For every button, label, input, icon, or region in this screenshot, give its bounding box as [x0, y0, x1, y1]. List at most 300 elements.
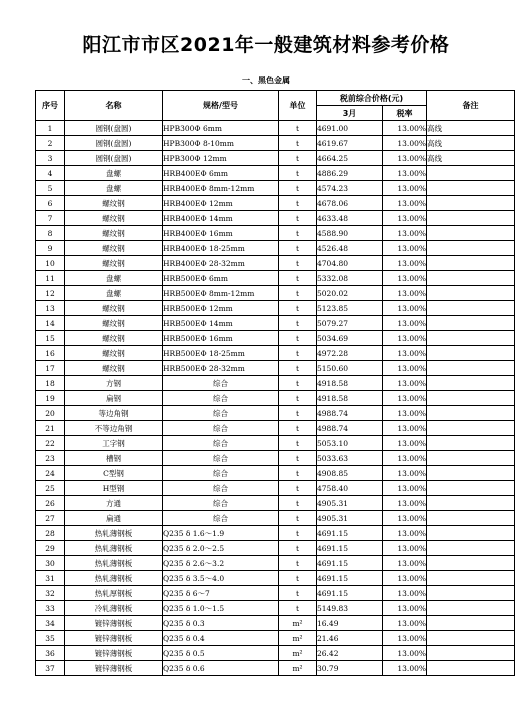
row-price: 4972.28	[317, 346, 383, 361]
row-number: 36	[36, 646, 65, 661]
row-unit: t	[279, 301, 317, 316]
row-tax-rate: 13.00%	[383, 586, 427, 601]
table-row	[36, 376, 515, 391]
row-number: 37	[36, 661, 65, 676]
row-tax-rate: 13.00%	[383, 526, 427, 541]
row-note	[427, 361, 515, 376]
row-note	[427, 586, 515, 601]
row-name: 螺纹钢	[65, 241, 163, 256]
row-unit: t	[279, 421, 317, 436]
row-price: 4526.48	[317, 241, 383, 256]
row-price: 5034.69	[317, 331, 383, 346]
row-note	[427, 601, 515, 616]
row-spec: HRB500EΦ 12mm	[163, 301, 279, 316]
row-note	[427, 376, 515, 391]
row-price: 4988.74	[317, 406, 383, 421]
row-price: 4905.31	[317, 511, 383, 526]
table-row	[36, 481, 515, 496]
row-name: 螺纹钢	[65, 301, 163, 316]
row-price: 4691.00	[317, 121, 383, 136]
row-tax-rate: 13.00%	[383, 481, 427, 496]
row-tax-rate: 13.00%	[383, 466, 427, 481]
row-note	[427, 166, 515, 181]
table-row	[36, 286, 515, 301]
row-number: 14	[36, 316, 65, 331]
row-price: 4664.25	[317, 151, 383, 166]
row-tax-rate: 13.00%	[383, 451, 427, 466]
row-tax-rate: 13.00%	[383, 541, 427, 556]
row-price: 4691.15	[317, 526, 383, 541]
row-spec: HRB400EΦ 6mm	[163, 166, 279, 181]
table-row	[36, 211, 515, 226]
row-price: 5053.10	[317, 436, 383, 451]
row-number: 33	[36, 601, 65, 616]
table-row	[36, 526, 515, 541]
row-note: 高线	[427, 136, 515, 151]
row-note	[427, 526, 515, 541]
row-price: 4886.29	[317, 166, 383, 181]
header-unit: 单位	[279, 91, 317, 121]
row-tax-rate: 13.00%	[383, 211, 427, 226]
row-unit: t	[279, 226, 317, 241]
row-price: 16.49	[317, 616, 383, 631]
row-number: 32	[36, 586, 65, 601]
row-unit: t	[279, 436, 317, 451]
row-name: 不等边角钢	[65, 421, 163, 436]
row-name: H型钢	[65, 481, 163, 496]
row-note	[427, 496, 515, 511]
row-price: 21.46	[317, 631, 383, 646]
row-note: 高线	[427, 151, 515, 166]
row-spec: Q235 δ 1.6～1.9	[163, 526, 279, 541]
row-name: 热轧薄钢板	[65, 556, 163, 571]
row-name: 等边角钢	[65, 406, 163, 421]
row-unit: m²	[279, 616, 317, 631]
row-price: 4691.15	[317, 541, 383, 556]
row-spec: Q235 δ 2.0～2.5	[163, 541, 279, 556]
row-number: 13	[36, 301, 65, 316]
row-name: 热轧厚钢板	[65, 586, 163, 601]
row-spec: HRB400EΦ 14mm	[163, 211, 279, 226]
row-name: 镀锌薄钢板	[65, 661, 163, 676]
row-unit: t	[279, 211, 317, 226]
row-spec: 综合	[163, 451, 279, 466]
row-note	[427, 301, 515, 316]
row-name: 螺纹钢	[65, 196, 163, 211]
row-spec: HRB400EΦ 18-25mm	[163, 241, 279, 256]
table-row	[36, 466, 515, 481]
row-unit: m²	[279, 646, 317, 661]
row-name: 螺纹钢	[65, 211, 163, 226]
row-tax-rate: 13.00%	[383, 151, 427, 166]
row-note	[427, 436, 515, 451]
row-unit: m²	[279, 661, 317, 676]
row-price: 4691.15	[317, 586, 383, 601]
row-note	[427, 286, 515, 301]
row-note	[427, 571, 515, 586]
row-price: 4691.15	[317, 556, 383, 571]
table-row	[36, 646, 515, 661]
row-number: 9	[36, 241, 65, 256]
row-note	[427, 256, 515, 271]
row-spec: 综合	[163, 391, 279, 406]
row-spec: 综合	[163, 436, 279, 451]
row-number: 27	[36, 511, 65, 526]
row-price: 4918.58	[317, 376, 383, 391]
table-row	[36, 181, 515, 196]
row-spec: 综合	[163, 406, 279, 421]
row-number: 19	[36, 391, 65, 406]
table-row	[36, 136, 515, 151]
row-tax-rate: 13.00%	[383, 331, 427, 346]
row-price: 5150.60	[317, 361, 383, 376]
table-row	[36, 301, 515, 316]
table-row	[36, 601, 515, 616]
table-row	[36, 271, 515, 286]
row-name: 螺纹钢	[65, 346, 163, 361]
row-name: 热轧薄钢板	[65, 541, 163, 556]
row-unit: t	[279, 361, 317, 376]
table-row	[36, 316, 515, 331]
row-name: 方钢	[65, 376, 163, 391]
row-number: 1	[36, 121, 65, 136]
row-number: 20	[36, 406, 65, 421]
row-number: 18	[36, 376, 65, 391]
row-spec: HRB400EΦ 12mm	[163, 196, 279, 211]
row-tax-rate: 13.00%	[383, 241, 427, 256]
row-note: 高线	[427, 121, 515, 136]
row-tax-rate: 13.00%	[383, 496, 427, 511]
row-tax-rate: 13.00%	[383, 646, 427, 661]
header-no: 序号	[36, 91, 65, 121]
row-price: 4678.06	[317, 196, 383, 211]
row-name: 盘螺	[65, 286, 163, 301]
row-note	[427, 631, 515, 646]
price-table	[35, 90, 515, 676]
row-unit: t	[279, 196, 317, 211]
row-number: 26	[36, 496, 65, 511]
row-name: 盘螺	[65, 181, 163, 196]
row-number: 23	[36, 451, 65, 466]
row-unit: t	[279, 601, 317, 616]
table-row	[36, 511, 515, 526]
table-row	[36, 631, 515, 646]
row-number: 28	[36, 526, 65, 541]
table-row	[36, 256, 515, 271]
row-number: 21	[36, 421, 65, 436]
row-number: 6	[36, 196, 65, 211]
row-name: 螺纹钢	[65, 256, 163, 271]
row-price: 4908.85	[317, 466, 383, 481]
section-heading: 一、黑色金属	[242, 76, 290, 85]
table-row	[36, 391, 515, 406]
row-tax-rate: 13.00%	[383, 361, 427, 376]
row-unit: t	[279, 316, 317, 331]
row-tax-rate: 13.00%	[383, 301, 427, 316]
row-price: 26.42	[317, 646, 383, 661]
row-note	[427, 616, 515, 631]
row-number: 31	[36, 571, 65, 586]
row-number: 16	[36, 346, 65, 361]
row-tax-rate: 13.00%	[383, 556, 427, 571]
row-note	[427, 241, 515, 256]
row-spec: 综合	[163, 496, 279, 511]
row-spec: HRB500EΦ 8mm-12mm	[163, 286, 279, 301]
row-name: 圆钢(盘圆)	[65, 151, 163, 166]
row-price: 4574.23	[317, 181, 383, 196]
row-price: 5149.83	[317, 601, 383, 616]
row-unit: m²	[279, 631, 317, 646]
row-spec: HPB300Φ 8-10mm	[163, 136, 279, 151]
row-spec: HRB500EΦ 28-32mm	[163, 361, 279, 376]
row-spec: Q235 δ 6～7	[163, 586, 279, 601]
row-tax-rate: 13.00%	[383, 226, 427, 241]
row-unit: t	[279, 151, 317, 166]
row-price: 5123.85	[317, 301, 383, 316]
row-tax-rate: 13.00%	[383, 316, 427, 331]
row-price: 4758.40	[317, 481, 383, 496]
row-name: 方通	[65, 496, 163, 511]
table-row	[36, 451, 515, 466]
row-tax-rate: 13.00%	[383, 136, 427, 151]
table-row	[36, 586, 515, 601]
row-number: 3	[36, 151, 65, 166]
row-number: 4	[36, 166, 65, 181]
row-unit: t	[279, 376, 317, 391]
table-row	[36, 151, 515, 166]
header-note: 备注	[427, 91, 515, 121]
row-note	[427, 646, 515, 661]
row-number: 2	[36, 136, 65, 151]
table-row	[36, 436, 515, 451]
row-name: C型钢	[65, 466, 163, 481]
row-name: 螺纹钢	[65, 331, 163, 346]
row-name: 螺纹钢	[65, 316, 163, 331]
row-spec: Q235 δ 0.5	[163, 646, 279, 661]
table-row	[36, 496, 515, 511]
row-number: 17	[36, 361, 65, 376]
table-row	[36, 661, 515, 676]
row-tax-rate: 13.00%	[383, 376, 427, 391]
row-number: 5	[36, 181, 65, 196]
header-month: 3月	[317, 106, 383, 121]
row-name: 热轧薄钢板	[65, 571, 163, 586]
row-name: 盘螺	[65, 271, 163, 286]
row-tax-rate: 13.00%	[383, 616, 427, 631]
row-number: 7	[36, 211, 65, 226]
row-tax-rate: 13.00%	[383, 121, 427, 136]
table-row	[36, 241, 515, 256]
row-note	[427, 451, 515, 466]
row-price: 4619.67	[317, 136, 383, 151]
row-spec: HRB400EΦ 28-32mm	[163, 256, 279, 271]
row-unit: t	[279, 451, 317, 466]
row-name: 镀锌薄钢板	[65, 616, 163, 631]
row-unit: t	[279, 181, 317, 196]
row-unit: t	[279, 496, 317, 511]
row-number: 12	[36, 286, 65, 301]
table-row	[36, 166, 515, 181]
row-unit: t	[279, 286, 317, 301]
row-unit: t	[279, 541, 317, 556]
row-price: 4988.74	[317, 421, 383, 436]
row-unit: t	[279, 571, 317, 586]
row-name: 镀锌薄钢板	[65, 646, 163, 661]
row-spec: Q235 δ 0.4	[163, 631, 279, 646]
row-name: 工字钢	[65, 436, 163, 451]
row-number: 15	[36, 331, 65, 346]
row-spec: HRB400EΦ 8mm-12mm	[163, 181, 279, 196]
header-spec: 规格/型号	[163, 91, 279, 121]
row-spec: 综合	[163, 511, 279, 526]
row-note	[427, 556, 515, 571]
row-note	[427, 661, 515, 676]
row-unit: t	[279, 481, 317, 496]
row-note	[427, 421, 515, 436]
row-name: 螺纹钢	[65, 226, 163, 241]
table-row	[36, 406, 515, 421]
row-unit: t	[279, 556, 317, 571]
table-row	[36, 346, 515, 361]
row-number: 25	[36, 481, 65, 496]
row-number: 30	[36, 556, 65, 571]
row-name: 扁通	[65, 511, 163, 526]
row-price: 5332.08	[317, 271, 383, 286]
row-spec: 综合	[163, 466, 279, 481]
row-spec: Q235 δ 2.6～3.2	[163, 556, 279, 571]
row-name: 热轧薄钢板	[65, 526, 163, 541]
row-unit: t	[279, 466, 317, 481]
row-note	[427, 466, 515, 481]
row-tax-rate: 13.00%	[383, 511, 427, 526]
page-title: 阳江市市区2021年一般建筑材料参考价格	[82, 34, 450, 56]
row-spec: Q235 δ 0.6	[163, 661, 279, 676]
row-tax-rate: 13.00%	[383, 346, 427, 361]
row-unit: t	[279, 271, 317, 286]
row-tax-rate: 13.00%	[383, 406, 427, 421]
row-tax-rate: 13.00%	[383, 391, 427, 406]
row-spec: Q235 δ 3.5～4.0	[163, 571, 279, 586]
row-tax-rate: 13.00%	[383, 181, 427, 196]
row-spec: HRB400EΦ 16mm	[163, 226, 279, 241]
row-name: 扁钢	[65, 391, 163, 406]
row-unit: t	[279, 406, 317, 421]
row-spec: HRB500EΦ 16mm	[163, 331, 279, 346]
row-unit: t	[279, 166, 317, 181]
header-price-group: 税前综合价格(元)	[317, 91, 427, 106]
row-spec: HRB500EΦ 14mm	[163, 316, 279, 331]
row-name: 镀锌薄钢板	[65, 631, 163, 646]
row-unit: t	[279, 241, 317, 256]
row-number: 34	[36, 616, 65, 631]
row-spec: Q235 δ 1.0～1.5	[163, 601, 279, 616]
row-note	[427, 331, 515, 346]
row-number: 24	[36, 466, 65, 481]
row-name: 槽钢	[65, 451, 163, 466]
row-note	[427, 181, 515, 196]
row-note	[427, 196, 515, 211]
table-row	[36, 121, 515, 136]
header-name: 名称	[65, 91, 163, 121]
table-row	[36, 196, 515, 211]
row-spec: HRB500EΦ 18-25mm	[163, 346, 279, 361]
row-tax-rate: 13.00%	[383, 196, 427, 211]
table-row	[36, 361, 515, 376]
row-tax-rate: 13.00%	[383, 166, 427, 181]
row-number: 22	[36, 436, 65, 451]
row-name: 螺纹钢	[65, 361, 163, 376]
row-spec: HRB500EΦ 6mm	[163, 271, 279, 286]
row-spec: Q235 δ 0.3	[163, 616, 279, 631]
row-number: 10	[36, 256, 65, 271]
table-row	[36, 571, 515, 586]
row-note	[427, 226, 515, 241]
row-tax-rate: 13.00%	[383, 571, 427, 586]
row-tax-rate: 13.00%	[383, 436, 427, 451]
row-price: 4588.90	[317, 226, 383, 241]
row-spec: 综合	[163, 376, 279, 391]
row-number: 8	[36, 226, 65, 241]
row-tax-rate: 13.00%	[383, 631, 427, 646]
row-price: 4691.15	[317, 571, 383, 586]
row-unit: t	[279, 526, 317, 541]
row-tax-rate: 13.00%	[383, 661, 427, 676]
row-tax-rate: 13.00%	[383, 286, 427, 301]
row-number: 11	[36, 271, 65, 286]
row-note	[427, 541, 515, 556]
row-note	[427, 346, 515, 361]
row-price: 4704.80	[317, 256, 383, 271]
row-unit: t	[279, 586, 317, 601]
row-price: 5033.63	[317, 451, 383, 466]
row-price: 4633.48	[317, 211, 383, 226]
table-row	[36, 421, 515, 436]
table-row	[36, 541, 515, 556]
row-price: 30.79	[317, 661, 383, 676]
row-tax-rate: 13.00%	[383, 271, 427, 286]
row-note	[427, 511, 515, 526]
row-unit: t	[279, 391, 317, 406]
table-row	[36, 556, 515, 571]
row-number: 29	[36, 541, 65, 556]
table-row	[36, 226, 515, 241]
row-note	[427, 211, 515, 226]
row-name: 圆钢(盘圆)	[65, 121, 163, 136]
row-name: 盘螺	[65, 166, 163, 181]
table-body	[36, 121, 515, 676]
row-spec: HPB300Φ 6mm	[163, 121, 279, 136]
row-tax-rate: 13.00%	[383, 421, 427, 436]
row-spec: 综合	[163, 421, 279, 436]
row-note	[427, 391, 515, 406]
row-number: 35	[36, 631, 65, 646]
row-tax-rate: 13.00%	[383, 256, 427, 271]
row-spec: 综合	[163, 481, 279, 496]
table-row	[36, 616, 515, 631]
row-price: 4918.58	[317, 391, 383, 406]
row-note	[427, 481, 515, 496]
row-spec: HPB300Φ 12mm	[163, 151, 279, 166]
row-name: 冷轧薄钢板	[65, 601, 163, 616]
header-rate: 税率	[383, 106, 427, 121]
row-price: 5079.27	[317, 316, 383, 331]
row-unit: t	[279, 136, 317, 151]
table-row	[36, 331, 515, 346]
row-unit: t	[279, 511, 317, 526]
row-unit: t	[279, 346, 317, 361]
row-note	[427, 271, 515, 286]
row-unit: t	[279, 331, 317, 346]
